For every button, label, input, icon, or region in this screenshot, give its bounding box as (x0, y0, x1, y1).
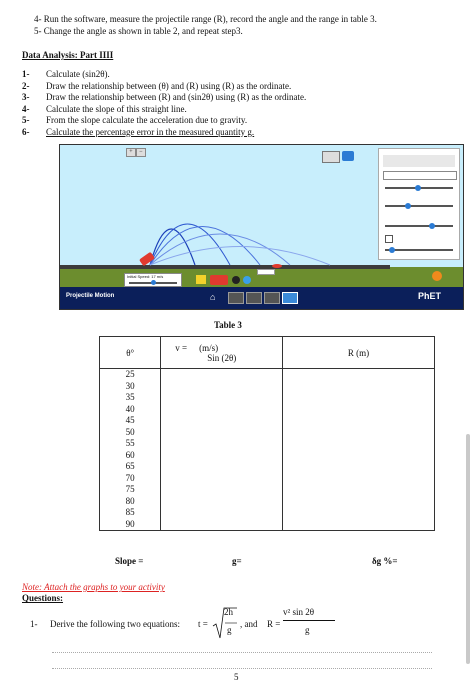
screen-intro-icon[interactable] (228, 292, 244, 304)
table-header-row (100, 337, 435, 369)
screen-drag-icon[interactable] (264, 292, 280, 304)
diameter-slider[interactable] (385, 205, 453, 207)
analysis-item: 6- Calculate the percentage error in the measured quantity g. (22, 126, 255, 137)
range-column[interactable] (283, 369, 435, 531)
header-theta: θ° (100, 337, 161, 369)
initial-speed-control[interactable] (124, 273, 182, 287)
eraser-button[interactable] (196, 275, 206, 284)
analysis-item: 3- Draw the relationship between (R) and (sin2θ) using (R) as the ordinate. (22, 92, 307, 102)
analysis-item: 1- Calculate (sin2θ). (22, 69, 110, 79)
analysis-item: 4- Calculate the slope of this straight line. (22, 103, 187, 114)
answer-line[interactable] (52, 652, 432, 653)
mass-slider-knob[interactable] (415, 185, 421, 191)
page-number: 5 (234, 672, 239, 682)
reset-button[interactable] (432, 271, 442, 281)
g-label: g= (232, 556, 242, 566)
eq2-lhs: R = (267, 619, 281, 629)
speed-radio[interactable] (257, 269, 275, 275)
section-title: Data Analysis: Part IIII (22, 50, 114, 60)
projectile-simulation[interactable] (59, 144, 464, 310)
eq1-numerator: 2h (224, 607, 233, 617)
trajectory-plot (140, 173, 340, 269)
eq1-denominator: g (227, 625, 232, 635)
analysis-item: 5- From the slope calculate the acceleration due to gravity. (22, 115, 248, 125)
slope-label: Slope = (115, 556, 144, 566)
angle-column: 25 30 35 40 45 50 55 60 65 70 75 80 85 90 (100, 369, 161, 531)
table-title: Table 3 (214, 320, 242, 330)
analysis-item: 2- Draw the relationship between (θ) and (R) using (R) as the ordinate. (22, 80, 292, 91)
screen-lab-icon[interactable] (282, 292, 298, 304)
and-text: , and (240, 619, 258, 629)
fire-button[interactable] (210, 275, 228, 285)
target-icon[interactable] (272, 264, 282, 268)
control-panel (378, 148, 460, 260)
readout-box (383, 155, 455, 167)
trajectory-5 (150, 247, 330, 266)
data-table (99, 336, 435, 531)
velocity-header: v = (m/s) (175, 342, 219, 353)
app-title: Projectile Motion (66, 293, 115, 299)
scrollbar[interactable] (466, 434, 470, 664)
step-5: 5- Change the angle as shown in table 2, and repeat step3. (34, 26, 243, 36)
fraction-bar (283, 620, 335, 621)
home-icon[interactable]: ⌂ (210, 292, 216, 302)
initial-speed-knob[interactable] (151, 280, 156, 285)
zoom-in-button[interactable]: + (126, 148, 136, 157)
trajectory-2 (150, 224, 230, 265)
header-range: R (m) (283, 337, 435, 369)
phet-logo[interactable]: PhET (418, 291, 442, 301)
air-resistance-checkbox[interactable] (385, 235, 393, 243)
drag-slider-knob[interactable] (429, 223, 435, 229)
question-1-num: 1- (30, 619, 38, 629)
screen-vectors-icon[interactable] (246, 292, 262, 304)
play-pause-button[interactable] (232, 276, 240, 284)
note: Note: Attach the graphs to your activity (22, 582, 165, 592)
answer-line[interactable] (52, 668, 432, 669)
projectile-select[interactable] (383, 171, 457, 180)
altitude-slider-knob[interactable] (389, 247, 395, 253)
questions-title: Questions: (22, 593, 64, 603)
drag-slider[interactable] (385, 225, 453, 227)
projectile-tool-icon[interactable] (342, 151, 354, 161)
table-row (100, 369, 435, 531)
initial-speed-label: Initial Speed: 17 m/s (127, 274, 164, 279)
analysis-list (22, 69, 306, 138)
altitude-slider[interactable] (385, 249, 453, 251)
tape-measure-icon[interactable] (322, 151, 340, 163)
percent-error-label: δg %= (372, 556, 398, 566)
nav-bar (60, 287, 463, 309)
sin-column[interactable] (161, 369, 283, 531)
eq1-lhs: t = (198, 619, 208, 629)
eq2-numerator: v² sin 2θ (283, 607, 315, 617)
header-sin: v = (m/s) Sin (2θ) (161, 337, 283, 369)
diameter-slider-knob[interactable] (405, 203, 411, 209)
step-4: 4- Run the software, measure the projectile range (R), record the angle and the range in table 3. (34, 14, 377, 24)
eq2-denominator: g (305, 625, 310, 635)
question-1-text: Derive the following two equations: (50, 619, 180, 629)
zoom-out-button[interactable]: − (136, 148, 146, 157)
step-button[interactable] (243, 276, 251, 284)
